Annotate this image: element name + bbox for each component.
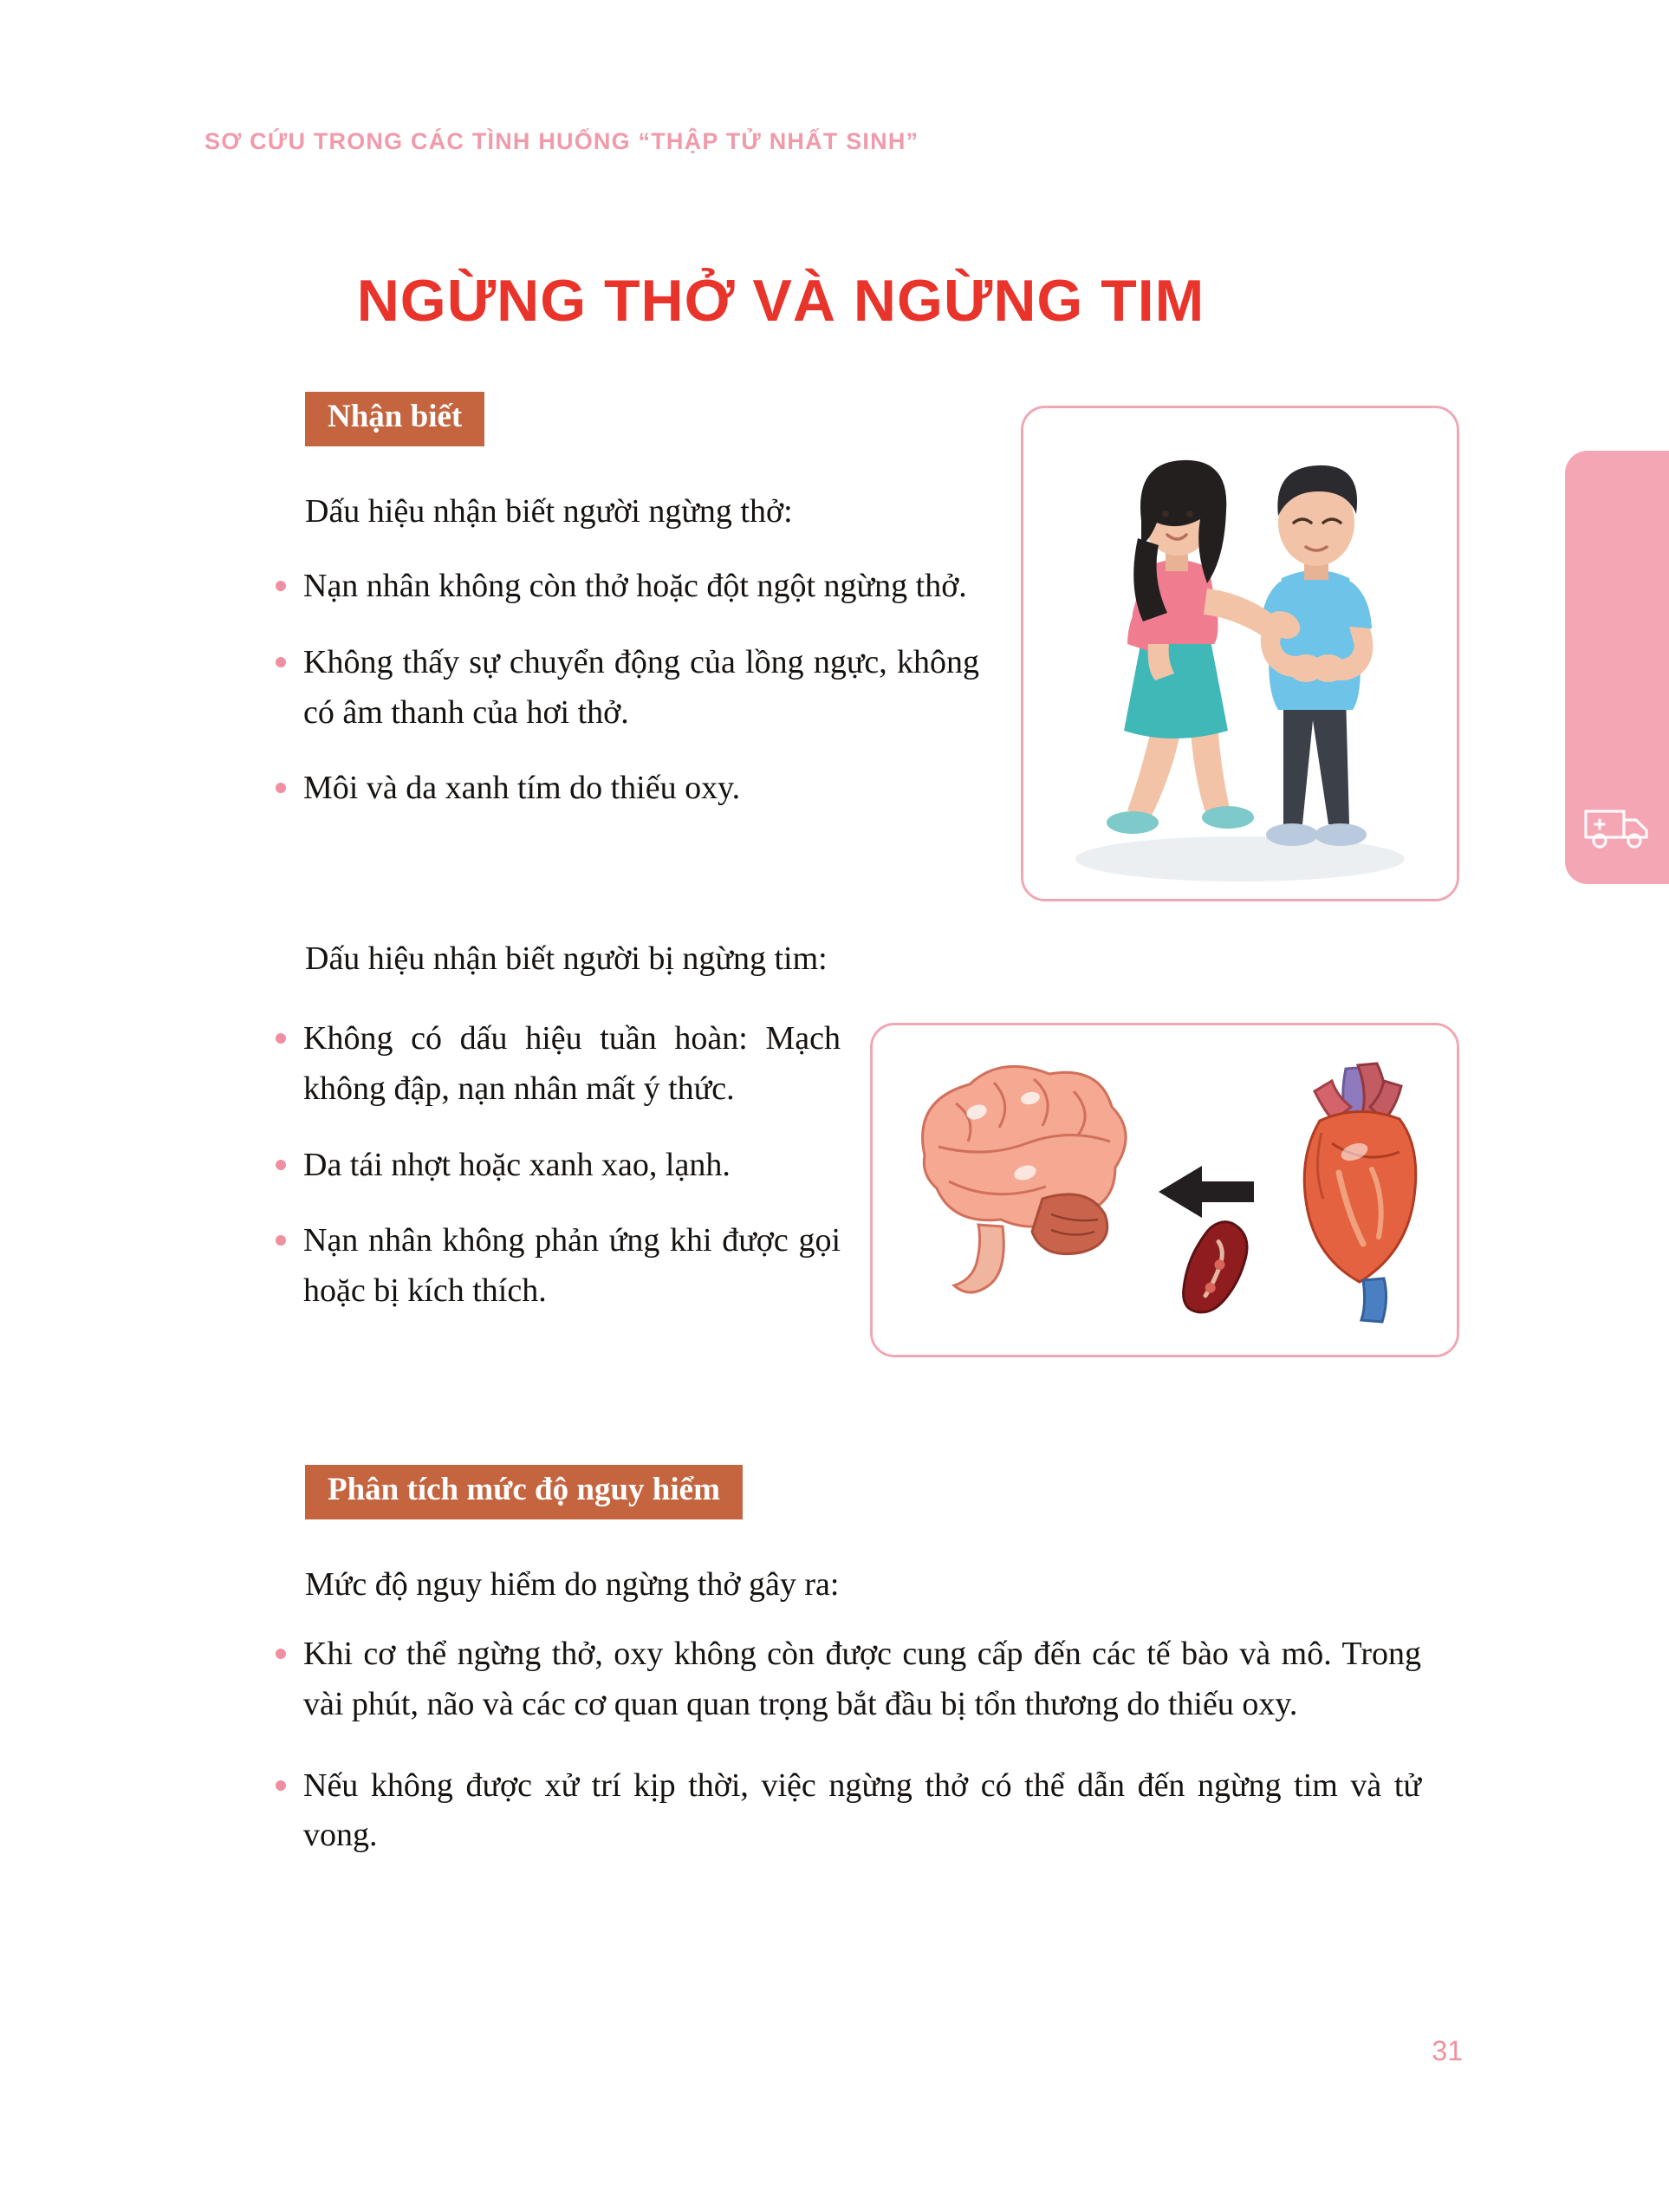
lead-text-danger: Mức độ nguy hiểm do ngừng thở gây ra: [305,1566,840,1603]
side-tab [1565,451,1669,884]
lead-text-breathing: Dấu hiệu nhận biết người ngừng thở: [305,493,793,530]
ambulance-icon [1581,797,1653,853]
list-item: Nạn nhân không còn thở hoặc đột ngột ngừng thở. [269,562,979,612]
figure-people [1021,406,1459,901]
bullet-list-danger [269,1630,1421,1892]
illustration-brain-vessel-heart-arrow [873,1025,1457,1355]
list-item: Môi và da xanh tím do thiếu oxy. [269,764,979,814]
section-chip-recognize: Nhận biết [305,392,484,446]
bullet-list-cardiac [269,1014,841,1343]
lead-text-cardiac: Dấu hiệu nhận biết người bị ngừng tim: [305,940,828,977]
list-item: Nếu không được xử trí kịp thời, việc ngừng thở có thể dẫn đến ngừng tim và tử vong. [269,1761,1421,1862]
list-item: Khi cơ thể ngừng thở, oxy không còn được cung cấp đến các tế bào và mô. Trong vài phút, não và các cơ quan quan trọng bắt đầu bị tổn thương do thiếu oxy. [269,1630,1421,1730]
list-item: Nạn nhân không phản ứng khi được gọi hoặc bị kích thích. [269,1216,841,1317]
list-item: Da tái nhợt hoặc xanh xao, lạnh. [269,1141,841,1191]
list-item: Không có dấu hiệu tuần hoàn: Mạch không đập, nạn nhân mất ý thức. [269,1014,841,1115]
figure-organs [870,1023,1459,1357]
page-number: 31 [1432,2035,1463,2066]
list-item: Không thấy sự chuyển động của lồng ngực, không có âm thanh của hơi thở. [269,638,979,738]
illustration-woman-checking-man-breathing [1023,408,1457,899]
page-title: NGỪNG THỞ VÀ NGỪNG TIM [356,267,1205,334]
running-head: SƠ CỨU TRONG CÁC TÌNH HUỐNG “THẬP TỬ NHẤT SINH” [205,128,919,154]
bullet-list-breathing [269,562,979,840]
section-chip-danger: Phân tích mức độ nguy hiểm [305,1465,743,1519]
